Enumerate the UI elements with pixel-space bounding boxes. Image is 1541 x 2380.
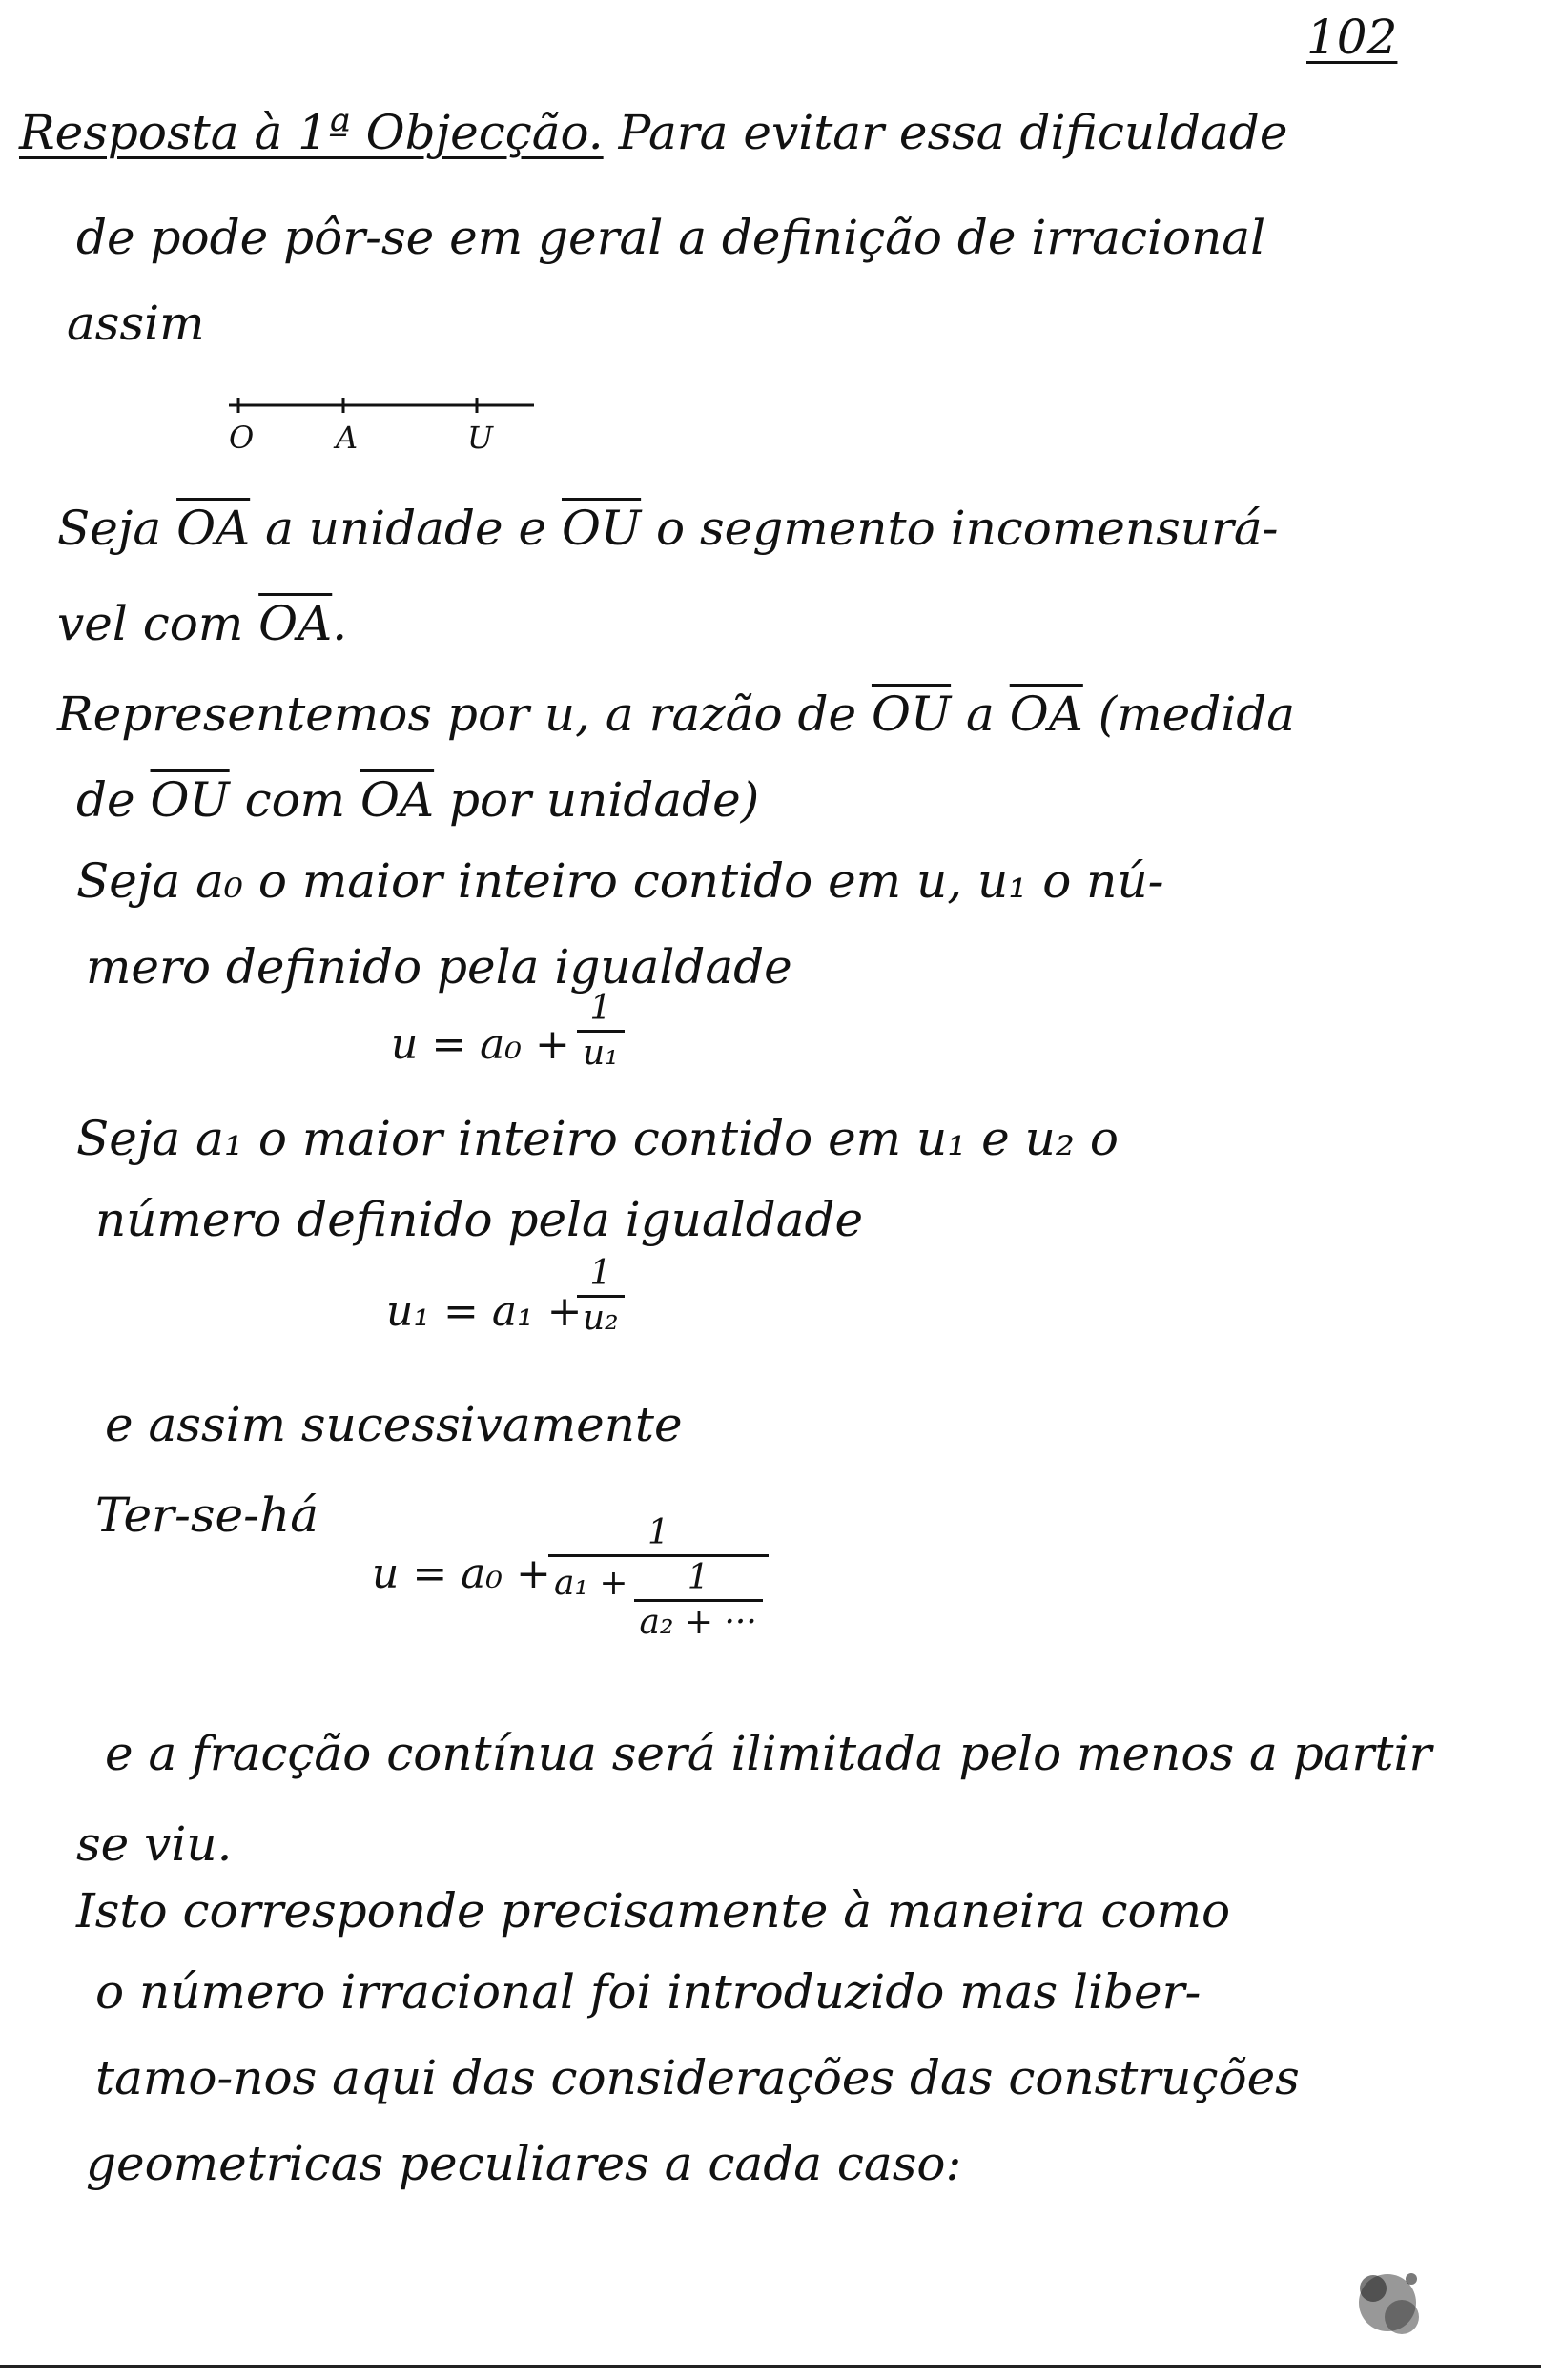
e-word: e [981, 1111, 1010, 1166]
por-unidade-text: por unidade) [449, 772, 760, 828]
text-line-10: mero definido pela igualdade [86, 939, 792, 995]
symbol-a0: a₀ [195, 853, 243, 909]
label-A: A [336, 420, 359, 456]
heading-line [19, 105, 1287, 160]
page-number: 102 [1306, 10, 1398, 65]
symbol-a1: a₁ [195, 1111, 243, 1166]
text-line-22: tamo-nos aqui das considerações das construções [95, 2050, 1300, 2105]
text-line-8 [76, 772, 759, 828]
formula-3-inner-denominator: a₂ + ··· [634, 1599, 763, 1640]
unit-text: a unidade e [265, 501, 547, 556]
formula-3-fraction [548, 1513, 769, 1642]
formula-3-inner-fraction [634, 1558, 763, 1642]
symbol-u1-2: u₁ [916, 1111, 967, 1166]
representemos-text: Representemos por [57, 687, 529, 742]
formula-1-lhs: u = a₀ + [391, 1020, 570, 1069]
formula-3-numerator: 1 [647, 1513, 669, 1552]
formula-1-fraction [577, 989, 625, 1073]
symbol-u1: u₁ [977, 853, 1028, 909]
text-line-3: assim [67, 296, 205, 351]
label-U: U [467, 420, 493, 456]
o-word: o [1089, 1111, 1119, 1166]
formula-3-lhs: u = a₀ + [372, 1549, 551, 1598]
maior-inteiro-text: o maior inteiro contido em [257, 853, 902, 909]
heading-rest: Para evitar essa dificuldade [618, 105, 1288, 160]
text-line-16: Ter-se-há [95, 1488, 319, 1543]
formula-1-numerator: 1 [589, 989, 612, 1028]
text-line-18: e a fracção contínua será ilimitada pelo menos a partir [105, 1726, 1432, 1781]
symbol-u: u, [544, 687, 590, 742]
formula-3-inner-numerator: 1 [687, 1558, 709, 1597]
segment-OA-3: $\overline{OA}$ [1009, 687, 1083, 742]
seja-word: Seja [57, 501, 162, 556]
formula-2-denominator: u₂ [577, 1295, 625, 1336]
segment-OA-4: $\overline{OA}$ [360, 772, 435, 828]
a-word: a [966, 687, 995, 742]
seja-word-3: Seja [76, 1111, 181, 1166]
text-line-13: número definido pela igualdade [95, 1192, 864, 1247]
formula-3-denominator [548, 1554, 769, 1640]
text-line-19: se viu. [76, 1816, 233, 1872]
nu-text: o nú- [1042, 853, 1164, 909]
text-line-21: o número irracional foi introduzido mas liber- [95, 1964, 1202, 2020]
bottom-edge-line [0, 2365, 1541, 2368]
label-O: O [229, 420, 255, 456]
segment-OA: $\overline{OA}$ [176, 501, 251, 556]
seja-word-2: Seja [76, 853, 181, 909]
symbol-u-2: u, [916, 853, 963, 909]
segment-OA-2: $\overline{OA}$ [258, 596, 333, 651]
formula-2-numerator: 1 [589, 1254, 612, 1293]
text-line-23: geometricas peculiares a cada caso: [86, 2136, 962, 2191]
incommensurable-text: o segmento incomensurá- [656, 501, 1279, 556]
text-line-12 [76, 1111, 1119, 1166]
razao-text: a razão de [605, 687, 857, 742]
text-line-5 [57, 501, 1279, 556]
segment-figure [219, 386, 544, 462]
formula-2-lhs: u₁ = a₁ + [386, 1287, 583, 1336]
text-line-7 [57, 687, 1295, 742]
maior-inteiro-text-2: o maior inteiro contido em [257, 1111, 902, 1166]
scan-smudge-mark [1335, 2250, 1440, 2355]
segment-OU-2: $\overline{OU}$ [871, 687, 952, 742]
vel-com-text: vel com [57, 596, 244, 651]
text-line-9 [76, 853, 1163, 909]
text-line-2: de pode pôr-se em geral a definição de irracional [76, 210, 1266, 265]
symbol-u2: u₂ [1024, 1111, 1075, 1166]
text-line-20: Isto corresponde precisamente à maneira como [76, 1883, 1231, 1939]
segment-OU: $\overline{OU}$ [561, 501, 642, 556]
segment-OU-3: $\overline{OU}$ [150, 772, 230, 828]
de-word: de [76, 772, 135, 828]
formula-2-fraction [577, 1254, 625, 1338]
medida-text: (medida [1098, 687, 1296, 742]
heading-title: Resposta à 1ª Objecção. [19, 105, 604, 160]
formula-1-denominator: u₁ [577, 1030, 625, 1071]
com-word: com [244, 772, 346, 828]
text-line-15: e assim sucessivamente [105, 1397, 683, 1452]
text-line-6: vel com $\overline{OA}$. [57, 596, 348, 651]
formula-3-denominator-term: a₁ + [554, 1564, 628, 1603]
